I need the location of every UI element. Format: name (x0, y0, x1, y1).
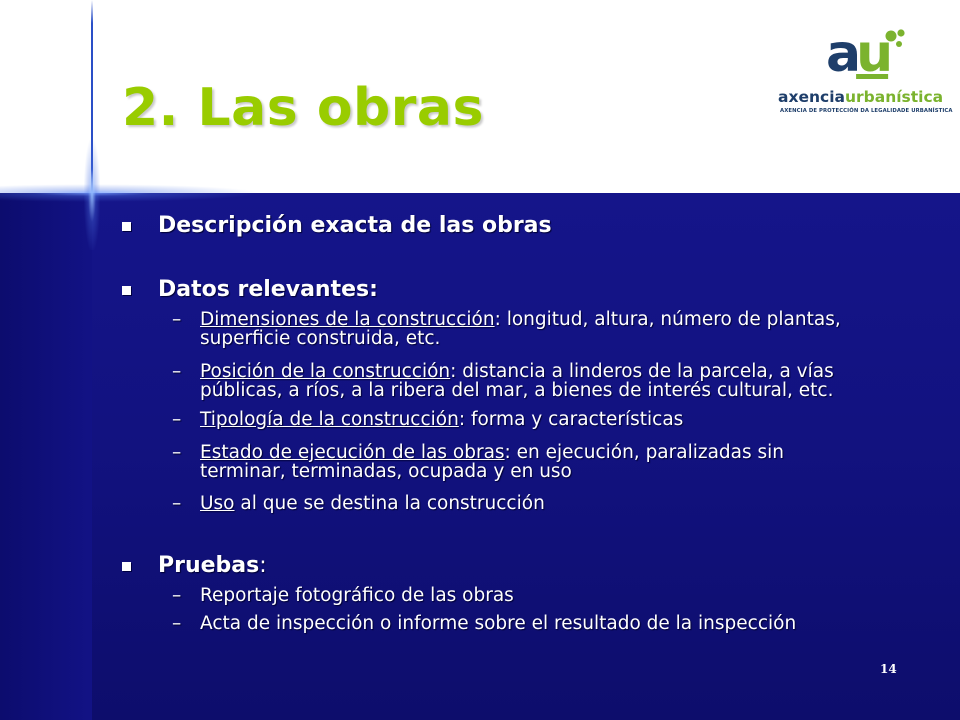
sub-item-text (200, 410, 950, 429)
dash-bullet-icon: – (172, 493, 182, 514)
sub-item-line2: terminar, terminadas, ocupada y en uso (200, 461, 572, 482)
bullet-label: Datos relevantes: (158, 277, 378, 302)
bullet-label-wrap (158, 553, 267, 579)
dash-bullet-icon: – (172, 309, 182, 330)
sub-item-line2: superficie construida, etc. (200, 328, 441, 349)
bullet-label-colon: : (259, 553, 267, 578)
logo-name-part2: urbanística (844, 88, 944, 106)
sub-item-text (200, 443, 950, 481)
sub-item-lead: Tipología de la construcción (200, 409, 459, 430)
logo-mark-u: u (856, 24, 889, 84)
sub-item-text: Reportaje fotográfico de las obras (200, 585, 514, 606)
dash-bullet-icon: – (172, 442, 182, 463)
sub-item-lead: Posición de la construcción (200, 361, 451, 382)
sub-item-rest: al que se destina la construcción (234, 493, 545, 514)
bullet-label: Pruebas (158, 553, 260, 578)
sub-item-rest: : distancia a linderos de la parcela, a vías (450, 361, 834, 382)
slide-title: 2. Las obras (122, 78, 484, 138)
dash-bullet-icon: – (172, 585, 182, 606)
sub-item-lead: Dimensiones de la construcción (200, 309, 495, 330)
sub-item-rest: : forma y características (458, 409, 684, 430)
sub-item-line2: públicas, a ríos, a la ribera del mar, a bienes de interés cultural, etc. (200, 380, 834, 401)
page-number: 14 (880, 662, 897, 676)
square-bullet-icon (122, 286, 131, 295)
sub-item-lead: Uso (200, 493, 235, 514)
sub-item-rest: : en ejecución, paralizadas sin (504, 442, 785, 463)
logo-mark-a: a (826, 24, 857, 84)
square-bullet-icon (122, 562, 131, 571)
dash-bullet-icon: – (172, 361, 182, 382)
sub-item-rest: : longitud, altura, número de plantas, (494, 309, 841, 330)
sub-item-text: Acta de inspección o informe sobre el resultado de la inspección (200, 613, 797, 634)
bullet-label: Descripción exacta de las obras (158, 213, 552, 238)
sub-item-lead: Estado de ejecución de las obras (200, 442, 505, 463)
square-bullet-icon (122, 222, 131, 231)
dash-bullet-icon: – (172, 613, 182, 634)
dash-bullet-icon: – (172, 409, 182, 430)
logo-name-part1: axencia (778, 88, 845, 106)
logo-tagline: AXENCIA DE PROTECCIÓN DA LEGALIDADE URBANÍSTICA (780, 108, 953, 114)
sub-item-text (200, 362, 950, 400)
sub-item-text (200, 494, 950, 513)
sub-item-text (200, 310, 950, 348)
